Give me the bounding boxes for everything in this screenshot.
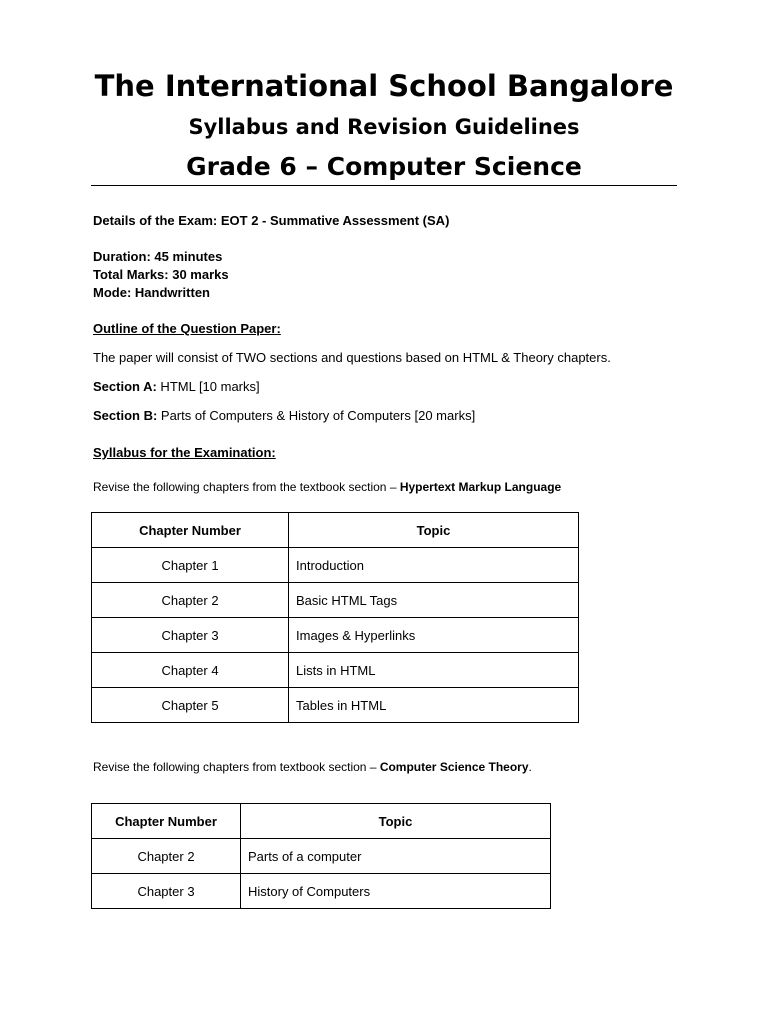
section-b-label: Section B:: [93, 408, 158, 423]
section-b-text: Parts of Computers & History of Computers [20 marks]: [157, 408, 476, 423]
html-chapters-intro: [93, 478, 561, 496]
html-chapters-table: [91, 512, 579, 723]
topic-cell: Lists in HTML: [289, 653, 579, 688]
chapter-number-header: Chapter Number: [92, 513, 289, 548]
exam-duration: Duration: 45 minutes: [93, 249, 223, 264]
exam-mode: Mode: Handwritten: [93, 285, 210, 300]
exam-total-marks: Total Marks: 30 marks: [93, 267, 229, 282]
chapter-number-header: Chapter Number: [92, 804, 241, 839]
section-a-text: HTML [10 marks]: [156, 379, 260, 394]
chapter-number-cell: Chapter 3: [92, 874, 241, 909]
table-row: [92, 618, 579, 653]
html-section-name: Hypertext Markup Language: [399, 480, 562, 494]
topic-cell: History of Computers: [241, 874, 551, 909]
table-row: [92, 688, 579, 723]
chapter-number-cell: Chapter 5: [92, 688, 289, 723]
topic-cell: Introduction: [289, 548, 579, 583]
table-row: [92, 548, 579, 583]
school-title: The International School Bangalore: [94, 69, 674, 103]
chapter-number-cell: Chapter 1: [92, 548, 289, 583]
grade-heading: Grade 6 – Computer Science: [186, 152, 582, 181]
chapter-number-cell: Chapter 2: [92, 839, 241, 874]
theory-chapters-intro: [93, 758, 532, 776]
header-divider: [91, 185, 677, 186]
outline-heading: Outline of the Question Paper:: [93, 321, 281, 336]
table-header-row: [92, 804, 551, 839]
table-row: [92, 583, 579, 618]
exam-details: Details of the Exam: EOT 2 - Summative Assessment (SA): [93, 213, 450, 228]
topic-header: Topic: [289, 513, 579, 548]
chapter-number-cell: Chapter 4: [92, 653, 289, 688]
topic-cell: Basic HTML Tags: [289, 583, 579, 618]
section-b-line: [93, 407, 475, 425]
chapter-number-cell: Chapter 2: [92, 583, 289, 618]
topic-cell: Tables in HTML: [289, 688, 579, 723]
chapter-number-cell: Chapter 3: [92, 618, 289, 653]
table-row: [92, 839, 551, 874]
html-intro-text: Revise the following chapters from the textbook section –: [93, 480, 400, 494]
topic-cell: Images & Hyperlinks: [289, 618, 579, 653]
theory-section-name: Computer Science Theory: [379, 760, 529, 774]
topic-cell: Parts of a computer: [241, 839, 551, 874]
theory-chapters-table: [91, 803, 551, 909]
table-row: [92, 874, 551, 909]
table-row: [92, 653, 579, 688]
theory-intro-end: .: [528, 760, 532, 774]
document-subtitle: Syllabus and Revision Guidelines: [188, 115, 580, 139]
theory-intro-text: Revise the following chapters from textbook section –: [93, 760, 380, 774]
outline-intro: The paper will consist of TWO sections and questions based on HTML & Theory chapters.: [93, 350, 611, 365]
section-a-line: [93, 378, 260, 396]
syllabus-heading: Syllabus for the Examination:: [93, 445, 276, 460]
section-a-label: Section A:: [93, 379, 157, 394]
topic-header: Topic: [241, 804, 551, 839]
table-header-row: [92, 513, 579, 548]
